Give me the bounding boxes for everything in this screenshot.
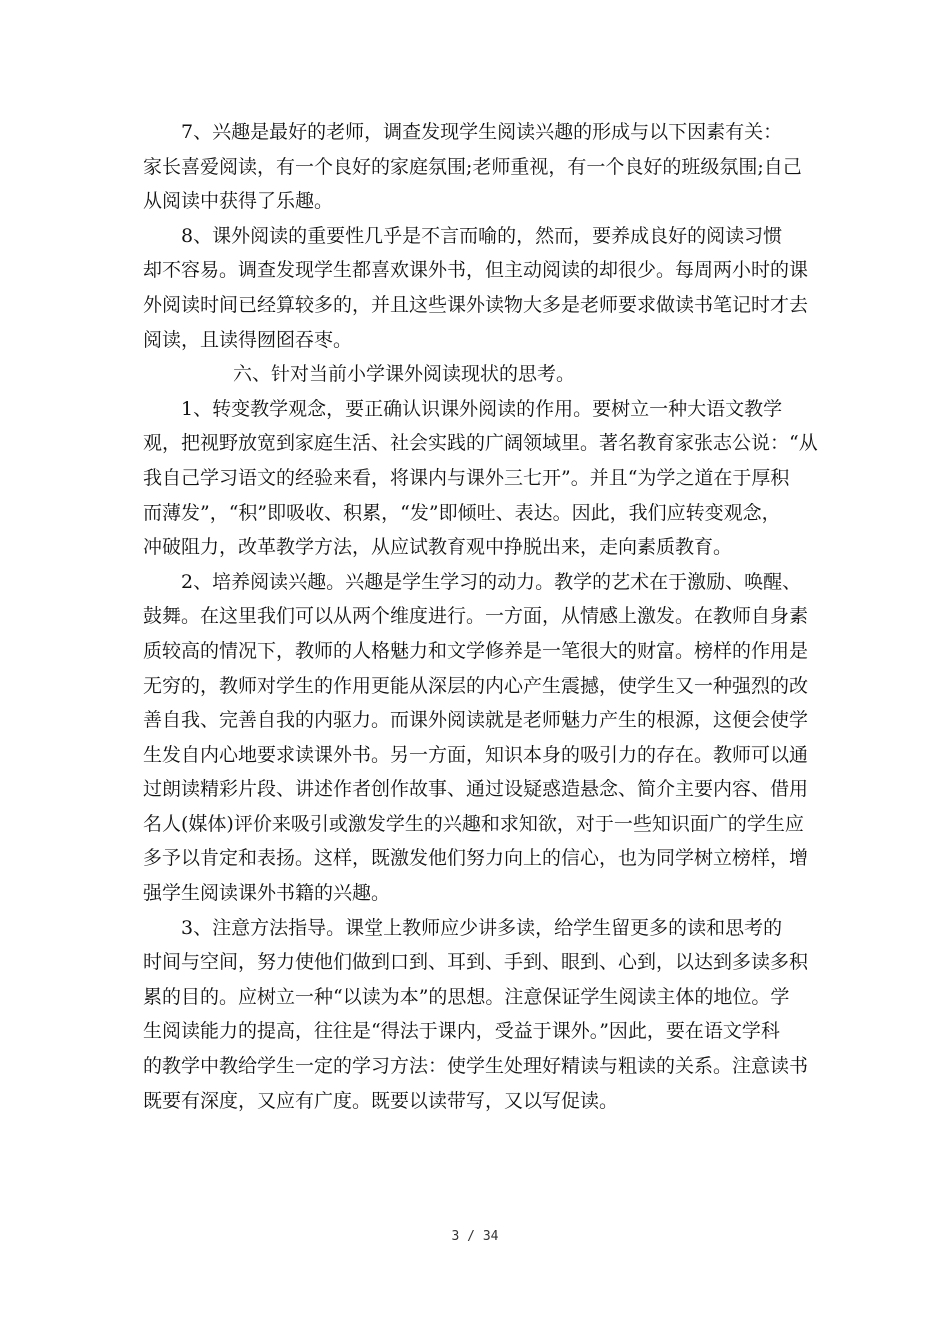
text-line: 阅读，且读得囫囵吞枣。 (143, 328, 353, 351)
text-line: 观，把视野放宽到家庭生活、社会实践的广阔领域里。著名教育家张志公说：“从 (143, 432, 818, 455)
text-line: 名人(媒体)评价来吸引或激发学生的兴趣和求知欲，对于一些知识面广的学生应 (143, 812, 804, 835)
text-line: 时间与空间，努力使他们做到口到、耳到、手到、眼到、心到，以达到多读多积 (143, 951, 809, 974)
document-body (143, 115, 818, 1118)
text-line: 生发自内心地要求读课外书。另一方面，知识本身的吸引力的存在。教师可以通 (143, 743, 809, 766)
paragraph-8 (143, 219, 811, 357)
text-line: 而薄发”，“积”即吸收、积累，“发”即倾吐、表达。因此，我们应转变观念， (143, 501, 781, 524)
text-line: 既要有深度，又应有广度。既要以读带写，又以写促读。 (143, 1089, 619, 1112)
section-heading-6 (143, 357, 811, 392)
paragraph-section-1 (143, 392, 818, 565)
text-line: 1、转变教学观念，要正确认识课外阅读的作用。要树立一种大语文教学 (181, 397, 783, 420)
text-line: 外阅读时间已经算较多的，并且这些课外读物大多是老师要求做读书笔记时才去 (143, 293, 809, 316)
text-line: 2、培养阅读兴趣。兴趣是学生学习的动力。教学的艺术在于激励、唤醒、 (181, 570, 802, 593)
section-heading-text: 六、针对当前小学课外阅读现状的思考。 (233, 363, 576, 386)
text-line: 强学生阅读课外书籍的兴趣。 (143, 882, 391, 905)
text-line: 的教学中教给学生一定的学习方法：使学生处理好精读与粗读的关系。注意读书 (143, 1055, 809, 1078)
text-line: 善自我、完善自我的内驱力。而课外阅读就是老师魅力产生的根源，这便会使学 (143, 709, 809, 732)
paragraph-section-2 (143, 565, 811, 911)
text-line: 8、课外阅读的重要性几乎是不言而喻的，然而，要养成良好的阅读习惯 (181, 224, 783, 247)
text-line: 从阅读中获得了乐趣。 (143, 190, 334, 213)
paragraph-7 (143, 115, 811, 219)
text-line: 过朗读精彩片段、讲述作者创作故事、通过设疑惑造悬念、简介主要内容、借用 (143, 778, 809, 801)
text-line: 无穷的，教师对学生的作用更能从深层的内心产生震撼，使学生又一种强烈的改 (143, 674, 809, 697)
page-number: 3 / 34 (451, 1229, 499, 1244)
paragraph-section-3 (143, 911, 811, 1119)
text-line: 生阅读能力的提高，往往是“得法于课内，受益于课外。”因此，要在语文学科 (143, 1020, 780, 1043)
text-line: 3、注意方法指导。课堂上教师应少讲多读，给学生留更多的读和思考的 (181, 916, 783, 939)
text-line: 我自己学习语文的经验来看，将课内与课外三七开”。并且“为学之道在于厚积 (143, 466, 790, 489)
text-line: 鼓舞。在这里我们可以从两个维度进行。一方面，从情感上激发。在教师自身素 (143, 605, 809, 628)
text-line: 质较高的情况下，教师的人格魅力和文学修养是一笔很大的财富。榜样的作用是 (143, 639, 809, 662)
text-line: 冲破阻力，改革教学方法，从应试教育观中挣脱出来，走向素质教育。 (143, 536, 733, 559)
text-line: 累的目的。应树立一种“以读为本”的思想。注意保证学生阅读主体的地位。学 (143, 985, 790, 1008)
text-line: 家长喜爱阅读，有一个良好的家庭氛围;老师重视，有一个良好的班级氛围;自己 (143, 155, 802, 178)
text-line: 多予以肯定和表扬。这样，既激发他们努力向上的信心，也为同学树立榜样，增 (143, 847, 809, 870)
text-line: 却不容易。调查发现学生都喜欢课外书，但主动阅读的却很少。每周两小时的课 (143, 259, 809, 282)
text-line: 7、兴趣是最好的老师，调查发现学生阅读兴趣的形成与以下因素有关： (181, 121, 783, 143)
